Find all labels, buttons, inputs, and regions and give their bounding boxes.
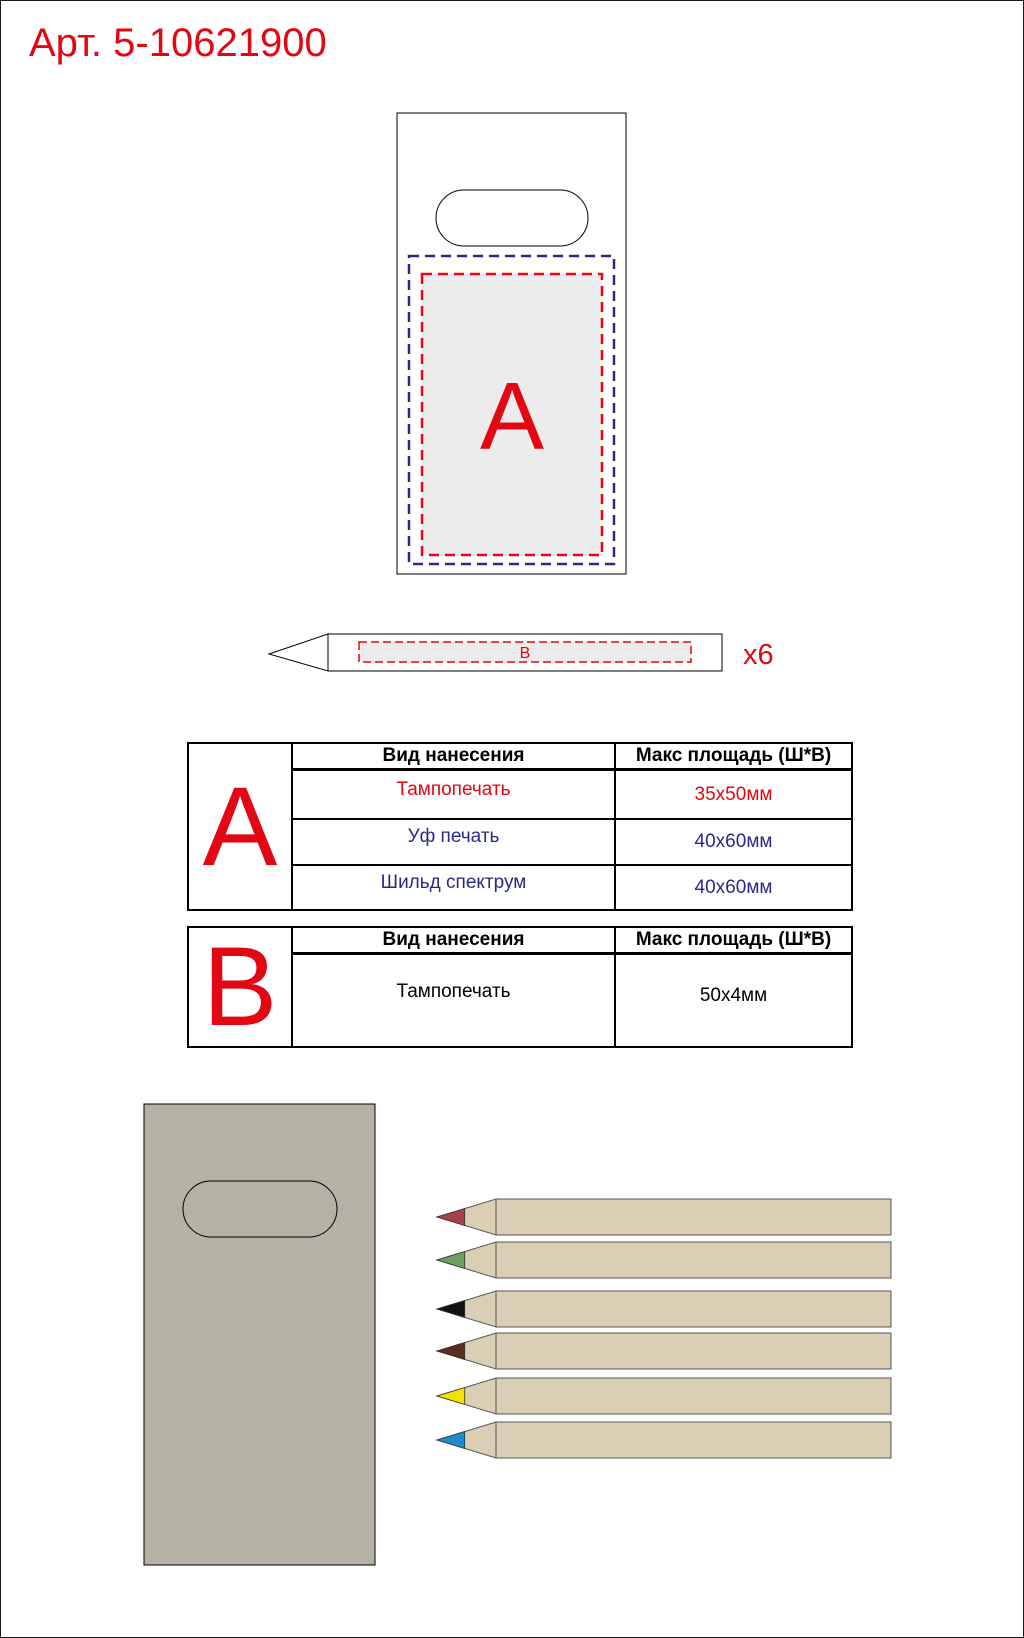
colored-pencil [437,1378,891,1414]
zone-b-label: B [519,645,531,662]
pencil-body [496,1199,891,1235]
pencil-body [496,1378,891,1414]
table-b-header-method: Вид нанесения [293,928,614,955]
table-a-letter: A [189,744,293,909]
colored-pencil [437,1199,891,1235]
zone-a-label: A [479,363,545,470]
print-table-b [187,926,853,1048]
print-table-a [187,742,853,911]
kraft-box [144,1104,375,1565]
colored-pencil [437,1291,891,1327]
pencil-lead-tip [437,1301,465,1318]
table-b-header-area: Макс площадь (Ш*В) [616,928,851,955]
table-a-method-shield-spectrum: Шильд спектрум [380,872,527,893]
pencil-count: x6 [743,639,774,671]
pencil-outline-tip [269,634,328,671]
pencil-body [496,1242,891,1278]
table-a-header-method: Вид нанесения [293,744,614,771]
pencil-body [496,1291,891,1327]
hanger-hole [436,190,588,246]
pencil-lead-tip [437,1432,465,1449]
pencil-lead-tip [437,1209,465,1226]
table-a-area-shield-spectrum: 40x60мм [694,876,773,898]
pencil-lead-tip [437,1388,465,1405]
colored-pencil [437,1422,891,1458]
pencil-lead-tip [437,1252,465,1269]
pencil-body [496,1333,891,1369]
table-b-area-pad-print: 50x4мм [699,985,768,1006]
table-a-area-uv-print: 40x60мм [694,831,773,852]
colored-pencil [437,1242,891,1278]
table-a-header-area: Макс площадь (Ш*В) [616,744,851,771]
article-title: Арт. 5-10621900 [29,21,327,65]
table-a-method-uv-print: Уф печать [407,826,500,847]
box-outline-drawing [397,113,626,574]
kraft-box-illustration [144,1104,375,1565]
pencil-outline-drawing [269,634,774,671]
colored-pencils-group [437,1199,891,1458]
table-a-method-pad-print: Тампопечать [396,779,511,800]
table-a-area-pad-print: 35x50мм [694,783,773,805]
kraft-box-hanger-hole [183,1181,337,1237]
colored-pencil [437,1333,891,1369]
pencil-body [496,1422,891,1458]
table-b-letter: B [189,928,293,1046]
table-b-method-pad-print: Тампопечать [396,981,511,1002]
pencil-lead-tip [437,1343,465,1360]
